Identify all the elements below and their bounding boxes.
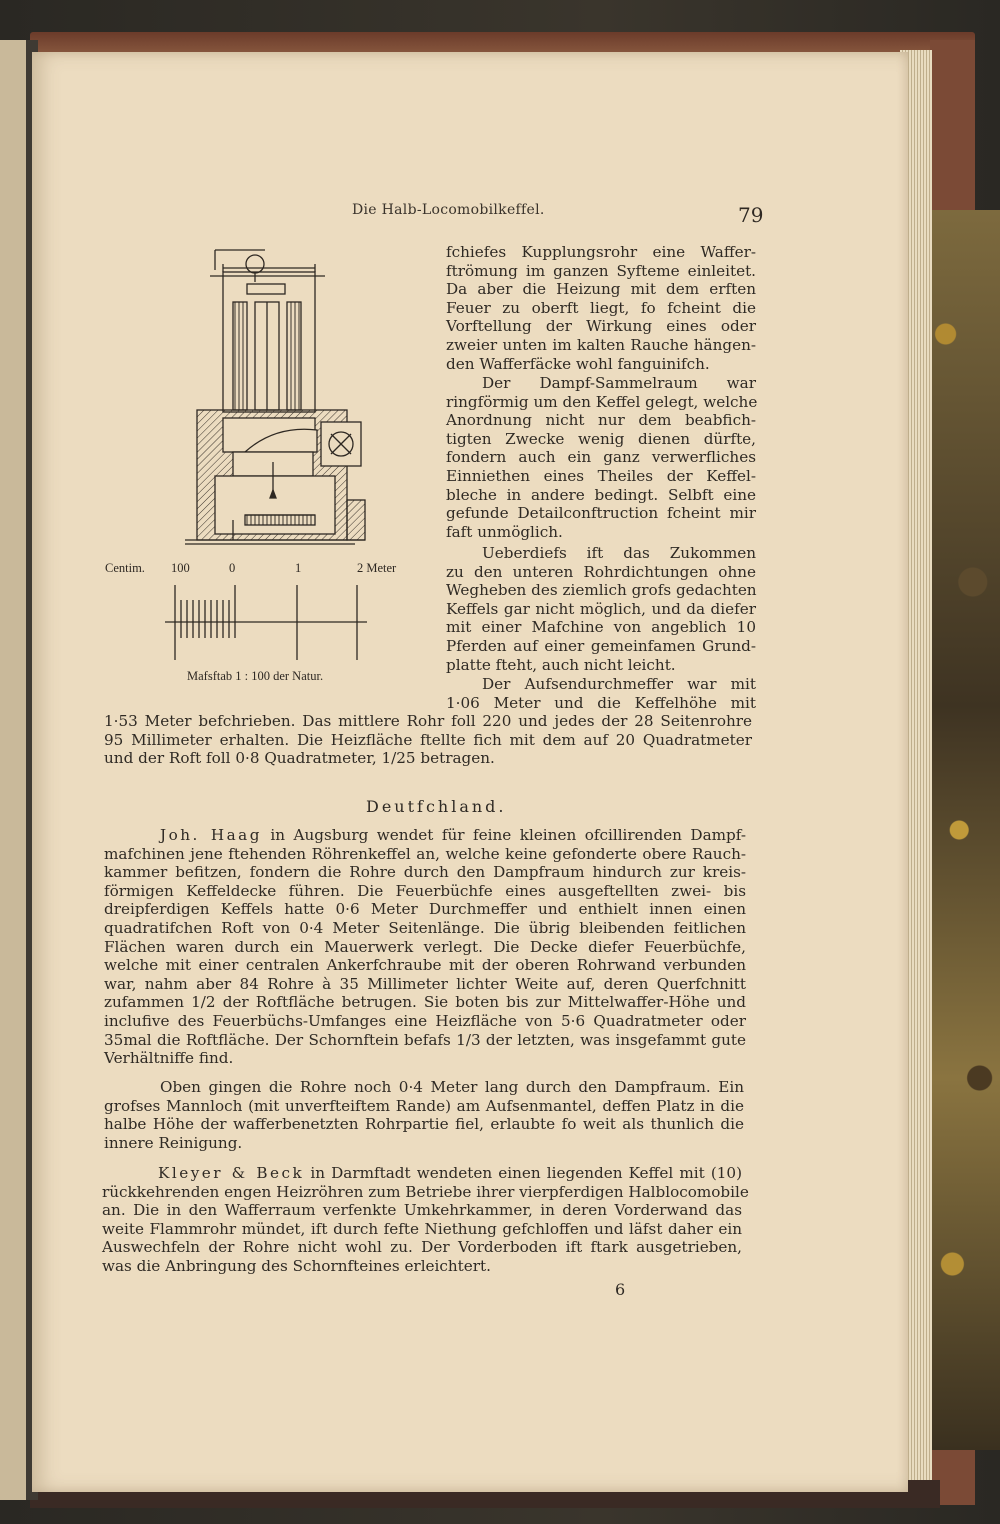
text-run: in Darmftadt wendeten einen liegenden Keffel mit (10)	[310, 1164, 743, 1182]
text-line: innere Reinigung.	[104, 1133, 243, 1152]
text-line: Der Aufsendurchmeffer war mit	[482, 675, 756, 693]
kleyer-paragraph	[102, 1164, 749, 1276]
scale-tick-label: 0	[229, 561, 236, 575]
person-name: Joh. Haag	[160, 826, 262, 844]
text-line: mafchinen jene ftehenden Röhrenkeffel an, welche keine gefonderte obere Rauch-	[104, 844, 746, 863]
running-head: Die Halb-Locomobilkeffel.	[352, 202, 545, 218]
side-paragraph-4	[446, 675, 756, 712]
text-line: Auswechfeln der Rohre nicht wohl zu. Der Vorderboden ift ftark ausgetrieben,	[102, 1238, 742, 1257]
text-line: Der Dampf-Sammelraum war	[482, 374, 756, 392]
text-line: und der Roft foll 0·8 Quadratmeter, 1/25 betragen.	[104, 749, 495, 768]
text-line	[104, 826, 746, 845]
scale-tick-label: 2 Meter	[357, 561, 397, 575]
text-line: gefunde Detailconftruction fcheint mir	[446, 504, 756, 523]
text-line: Einniethen eines Theiles der Keffel-	[446, 466, 756, 485]
text-line: quadratifchen Roft von 0·4 Meter Seitenlänge. Die übrig bleibenden feitlichen	[104, 918, 746, 937]
text-line: grofses Mannloch (mit unverfteiftem Rande) am Aufsenmantel, deffen Platz in die	[104, 1096, 744, 1115]
scale-caption: Mafsftab 1 : 100 der Natur.	[187, 669, 324, 683]
text-line: halbe Höhe der wafferbenetzten Rohrpartie fiel, erlaubte fo weit als thunlich die	[104, 1115, 744, 1134]
text-line: ftrömung im ganzen Syfteme einleitet.	[446, 261, 756, 280]
text-line: 35mal die Roftfläche. Der Schornftein befafs 1/3 der letzten, was insgefammt gute	[104, 1030, 746, 1049]
text-line: zu den unteren Rohrdichtungen ohne	[446, 562, 756, 581]
text-line: fondern auch ein ganz verwerfliches	[446, 448, 756, 467]
text-line: förmigen Keffeldecke führen. Die Feuerbüchfe eines ausgeftellten zwei- bis	[104, 881, 746, 900]
boiler-figure	[105, 240, 430, 690]
text-line: Da aber die Heizung mit dem erften	[446, 280, 756, 299]
text-line: ringförmig um den Keffel gelegt, welche	[446, 392, 758, 411]
text-line: tigten Zwecke wenig dienen dürfte,	[446, 429, 756, 448]
text-line: zweier unten im kalten Rauche hängen-	[446, 335, 756, 354]
scale-prefix: Centim.	[105, 561, 145, 575]
text-line: welche mit einer centralen Ankerfchraube mit der oberen Rohrwand verbunden	[104, 956, 746, 975]
text-line: dreipferdigen Keffels hatte 0·6 Meter Durchmeffer und enthielt innen einen	[104, 900, 746, 919]
person-name: Kleyer & Beck	[158, 1164, 305, 1182]
scale-tick-label: 1	[295, 561, 302, 575]
text-line: Ueberdiefs ift das Zukommen	[482, 544, 756, 562]
text-line: mit einer Mafchine von angeblich 10	[446, 618, 756, 637]
text-line: weite Flammrohr mündet, ift durch fefte Niethung gefchloffen und läfst daher ein	[102, 1219, 742, 1238]
marbled-endpaper	[932, 210, 1000, 1450]
text-line: inclufive des Feuerbüchs-Umfanges eine Heizfläche von 5·6 Quadratmeter oder	[104, 1011, 746, 1030]
signature-mark: 6	[615, 1280, 626, 1299]
text-line: Flächen waren durch ein Mauerwerk verlegt. Die Decke diefer Feuerbüchfe,	[104, 937, 746, 956]
boiler-section	[185, 250, 365, 544]
section-heading: Deutfchland.	[366, 797, 507, 816]
page-number: 79	[738, 203, 764, 227]
text-line: Feuer zu oberft liegt, fo fcheint die	[446, 298, 756, 317]
text-line: Verhältniffe find.	[104, 1049, 234, 1068]
text-line	[102, 1164, 742, 1183]
haag-paragraph	[104, 826, 746, 1068]
text-line: rückkehrenden engen Heizröhren zum Betriebe ihrer vierpferdigen Halblocomobile	[102, 1182, 749, 1201]
text-line: Wegheben des ziemlich grofs gedachten	[446, 581, 757, 600]
scale-ruler	[165, 585, 367, 660]
text-line: den Wafferfäcke wohl fanguinifch.	[446, 354, 710, 373]
text-line: kammer befitzen, fondern die Rohre durch den Dampfraum hindurch zur kreis-	[104, 863, 746, 882]
scale-tick-label: 100	[171, 561, 190, 575]
scale-bar	[105, 561, 397, 683]
side-paragraph-1	[446, 243, 756, 373]
text-line: 95 Millimeter erhalten. Die Heizfläche ftellte fich mit dem auf 20 Quadratmeter	[104, 730, 752, 749]
text-line: Anordnung nicht nur dem beabfich-	[446, 411, 756, 430]
text-line: Oben gingen die Rohre noch 0·4 Meter lang durch den Dampfraum. Ein	[160, 1078, 744, 1096]
text-line: Vorftellung der Wirkung eines oder	[446, 317, 756, 336]
text-line: faft unmöglich.	[446, 522, 563, 541]
text-line: Pferden auf einer gemeinfamen Grund-	[446, 636, 756, 655]
text-line: platte fteht, auch nicht leicht.	[446, 655, 676, 674]
boiler-drawing	[105, 240, 430, 690]
text-line: zufammen 1/2 der Roftfläche betrugen. Sie boten bis zur Mittelwaffer-Höhe und	[104, 993, 746, 1012]
text-line: Keffels gar nicht möglich, und da diefer	[446, 599, 756, 618]
text-line: bleche in andere bedingt. Selbft eine	[446, 485, 756, 504]
oben-paragraph	[104, 1078, 744, 1152]
text-line: 1·53 Meter befchrieben. Das mittlere Rohr foll 220 und jedes der 28 Seitenrohre	[104, 712, 752, 730]
side-paragraph-3	[446, 544, 756, 674]
text-line: was die Anbringung des Schornfteines erleichtert.	[102, 1256, 491, 1275]
text-line: 1·06 Meter und die Keffelhöhe mit	[446, 693, 756, 712]
full-paragraph-1	[104, 712, 752, 768]
text-line: an. Die in den Wafferraum verfenkte Umkehrkammer, in deren Vorderwand das	[102, 1201, 742, 1220]
side-paragraph-2	[446, 374, 756, 541]
text-line: war, nahm aber 84 Rohre à 35 Millimeter lichter Weite auf, deren Querfchnitt	[104, 974, 746, 993]
text-run: in Augsburg wendet für feine kleinen ofcillirenden Dampf-	[270, 826, 746, 844]
text-line: fchiefes Kupplungsrohr eine Waffer-	[446, 243, 756, 261]
